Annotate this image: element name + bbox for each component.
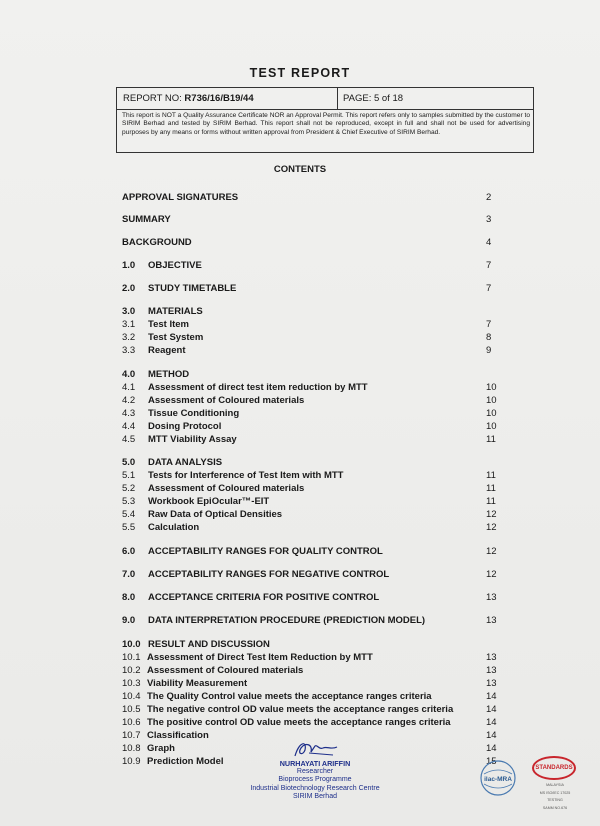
toc-entry-title[interactable]: ACCEPTABILITY RANGES FOR NEGATIVE CONTROL: [148, 569, 390, 580]
toc-entry-page: 9: [486, 345, 492, 356]
toc-entry-page: 11: [486, 496, 496, 507]
report-number-value: R736/16/B19/44: [184, 93, 254, 104]
toc-entry-number: 10.9: [122, 756, 141, 767]
toc-entry-title[interactable]: ACCEPTANCE CRITERIA FOR POSITIVE CONTROL: [148, 592, 380, 603]
standards-subtitle: MALAYSIA: [546, 783, 564, 787]
toc-entry-title[interactable]: BACKGROUND: [122, 237, 192, 248]
toc-entry-title[interactable]: Assessment of Direct Test Item Reduction by MTT: [147, 652, 373, 663]
toc-entry-title[interactable]: MATERIALS: [148, 306, 203, 317]
toc-entry-page: 12: [486, 546, 497, 557]
toc-entry-title[interactable]: Prediction Model: [147, 756, 224, 767]
toc-entry-title[interactable]: Classification: [147, 730, 209, 741]
toc-entry-title[interactable]: The Quality Control value meets the acceptance ranges criteria: [147, 691, 432, 702]
toc-entry-title[interactable]: STUDY TIMETABLE: [148, 283, 237, 294]
toc-entry-page: 14: [486, 743, 497, 754]
toc-entry-title[interactable]: SUMMARY: [122, 214, 171, 225]
toc-entry-number: 4.3: [122, 408, 136, 419]
toc-entry-title[interactable]: Assessment of Coloured materials: [147, 665, 304, 676]
toc-entry-page: 10: [486, 421, 497, 432]
toc-entry-number: 5.0: [122, 457, 136, 468]
accreditation-testing: TESTING: [547, 798, 563, 803]
toc-entry-page: 13: [486, 678, 497, 689]
toc-entry-page: 11: [486, 483, 496, 494]
signatory-name: NURHAYATI ARIFFIN: [279, 759, 351, 768]
toc-entry-number: 1.0: [122, 260, 136, 271]
standards-logo-text: STANDARDS: [535, 765, 573, 771]
toc-entry-number: 10.0: [122, 639, 141, 650]
toc-entry-page: 13: [486, 592, 497, 603]
toc-entry-title[interactable]: METHOD: [148, 369, 190, 380]
ilac-mra-text: ilac-MRA: [484, 776, 512, 783]
toc-entry-number: 5.3: [122, 496, 136, 507]
toc-entry-number: 10.7: [122, 730, 141, 741]
toc-entry-title[interactable]: DATA ANALYSIS: [148, 457, 223, 468]
toc-entry-page: 7: [486, 319, 492, 330]
toc-entry-number: 10.5: [122, 704, 141, 715]
toc-entry-page: 4: [486, 237, 492, 248]
toc-entry-number: 6.0: [122, 546, 136, 557]
toc-entry-title[interactable]: Workbook EpiOcular™-EIT: [148, 496, 270, 507]
toc-entry-page: 7: [486, 260, 492, 271]
toc-entry-page: 14: [486, 704, 497, 715]
contents-heading: CONTENTS: [273, 164, 327, 175]
signature-block: [230, 738, 400, 801]
toc-entry-title[interactable]: ACCEPTABILITY RANGES FOR QUALITY CONTROL: [148, 546, 383, 557]
signatory-centre: Industrial Biotechnology Research Centre: [250, 784, 380, 792]
toc-entry-page: 10: [486, 408, 497, 419]
toc-entry-page: 12: [486, 509, 497, 520]
toc-entry-number: 9.0: [122, 615, 136, 626]
toc-entry-page: 14: [486, 691, 497, 702]
page-title: TEST REPORT: [249, 66, 351, 80]
toc-entry-page: 13: [486, 665, 497, 676]
toc-entry-number: 4.2: [122, 395, 136, 406]
toc-entry-number: 10.1: [122, 652, 141, 663]
toc-entry-title[interactable]: Dosing Protocol: [148, 421, 222, 432]
toc-entry-title[interactable]: Tissue Conditioning: [148, 408, 240, 419]
toc-entry-number: 3.1: [122, 319, 136, 330]
toc-entry-number: 5.5: [122, 522, 136, 533]
toc-entry-page: 10: [486, 382, 497, 393]
ilac-mra-logo-icon: [478, 758, 518, 798]
toc-entry-page: 13: [486, 652, 497, 663]
toc-entry-title[interactable]: DATA INTERPRETATION PROCEDURE (PREDICTION MODEL): [148, 615, 426, 626]
toc-entry-title[interactable]: Tests for Interference of Test Item with MTT: [148, 470, 344, 481]
toc-entry-title[interactable]: OBJECTIVE: [148, 260, 202, 271]
toc-entry-title[interactable]: Graph: [147, 743, 175, 754]
toc-entry-page: 8: [486, 332, 492, 343]
toc-entry-title[interactable]: APPROVAL SIGNATURES: [122, 192, 239, 203]
toc-entry-number: 2.0: [122, 283, 136, 294]
accreditation-number: SAMM NO.676: [542, 805, 568, 810]
toc-entry-number: 3.0: [122, 306, 136, 317]
signatory-dept: Bioprocess Programme: [278, 776, 352, 784]
toc-entry-title[interactable]: RESULT AND DISCUSSION: [148, 639, 270, 650]
toc-entry-title[interactable]: Raw Data of Optical Densities: [148, 509, 283, 520]
toc-entry-page: 13: [486, 615, 497, 626]
toc-entry-number: 8.0: [122, 592, 136, 603]
toc-entry-number: 4.5: [122, 434, 136, 445]
toc-entry-number: 10.2: [122, 665, 141, 676]
report-number-label: REPORT NO:: [123, 93, 185, 104]
toc-entry-number: 10.4: [122, 691, 141, 702]
toc-entry-page: 14: [486, 717, 497, 728]
toc-entry-number: 4.0: [122, 369, 136, 380]
toc-entry-title[interactable]: Test Item: [148, 319, 190, 330]
disclaimer-text: This report is NOT a Quality Assurance Certificate NOR an Approval Permit. This report refers only to samples submitted by the customer to SIRIM Berhad and tested by SIRIM Berhad. This report shall not be reproduced, except in full and shall not be used for advertising purposes by any means or forms without written approval from President & Chief Executive of SIRIM Berhad.: [122, 112, 530, 136]
toc-entry-page: 15: [486, 756, 497, 767]
toc-entry-number: 4.4: [122, 421, 136, 432]
toc-entry-title[interactable]: Calculation: [148, 522, 200, 533]
page-indicator: PAGE: 5 of 18: [343, 93, 404, 104]
toc-entry-number: 3.3: [122, 345, 136, 356]
toc-entry-page: 14: [486, 730, 497, 741]
toc-entry-page: 10: [486, 395, 497, 406]
accreditation-standard: MS ISO/IEC 17025: [539, 790, 571, 795]
toc-entry-title[interactable]: The positive control OD value meets the acceptance ranges criteria: [147, 717, 451, 728]
toc-entry-title[interactable]: Assessment of direct test item reduction by MTT: [148, 382, 368, 393]
toc-entry-number: 10.6: [122, 717, 141, 728]
toc-entry-page: 7: [486, 283, 492, 294]
standards-malaysia-stamp: [532, 756, 578, 816]
signature-scribble-icon: [285, 738, 345, 760]
toc-entry-page: 11: [486, 434, 496, 445]
toc-entry-page: 11: [486, 470, 496, 481]
toc-entry-number: 3.2: [122, 332, 136, 343]
toc-entry-title[interactable]: Test System: [148, 332, 204, 343]
toc-entry-page: 2: [486, 192, 492, 203]
toc-entry-page: 12: [486, 569, 497, 580]
toc-entry-number: 7.0: [122, 569, 136, 580]
toc-entry-title[interactable]: Viability Measurement: [147, 678, 248, 689]
signatory-role: Researcher: [296, 768, 334, 776]
standards-logo-icon: [532, 756, 576, 780]
toc-entry-number: 10.8: [122, 743, 141, 754]
toc-entry-number: 4.1: [122, 382, 136, 393]
toc-entry-title[interactable]: Reagent: [148, 345, 186, 356]
toc-entry-page: 3: [486, 214, 492, 225]
toc-entry-number: 10.3: [122, 678, 141, 689]
toc-entry-number: 5.1: [122, 470, 136, 481]
toc-entry-page: 12: [486, 522, 497, 533]
toc-entry-title[interactable]: The negative control OD value meets the acceptance ranges criteria: [147, 704, 454, 715]
toc-entry-number: 5.4: [122, 509, 136, 520]
toc-entry-title[interactable]: Assessment of Coloured materials: [148, 483, 305, 494]
toc-entry-number: 5.2: [122, 483, 136, 494]
toc-entry-title[interactable]: Assessment of Coloured materials: [148, 395, 305, 406]
toc-entry-title[interactable]: MTT Viability Assay: [148, 434, 237, 445]
signatory-org: SIRIM Berhad: [293, 792, 337, 800]
